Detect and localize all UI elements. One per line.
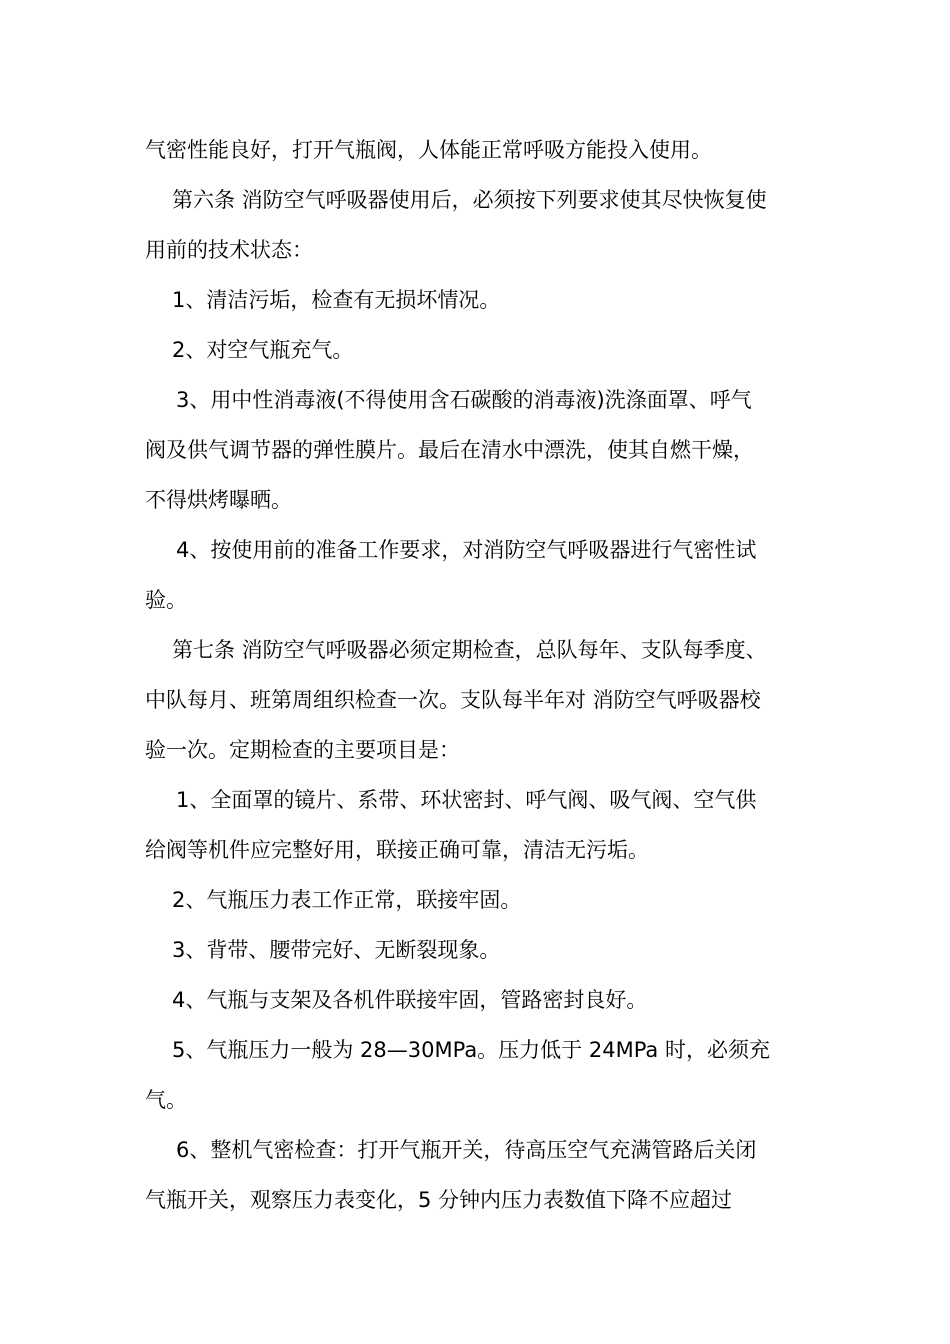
text-line: 5、气瓶压力一般为 28—30MPa。压力低于 24MPa 时，必须充: [172, 1038, 770, 1062]
text-line: 气。: [145, 1088, 187, 1112]
text-line: 中队每月、班第周组织检查一次。支队每半年对 消防空气呼吸器校: [145, 688, 761, 712]
text-line: 2、对空气瓶充气。: [172, 338, 354, 362]
text-line: 4、气瓶与支架及各机件联接牢固，管路密封良好。: [172, 988, 648, 1012]
text-line: 3、背带、腰带完好、无断裂现象。: [172, 938, 501, 962]
text-line: 用前的技术状态：: [145, 238, 313, 262]
text-line: 气密性能良好，打开气瓶阀，人体能正常呼吸方能投入使用。: [145, 138, 712, 162]
text-line: 不得烘烤曝晒。: [145, 488, 292, 512]
text-line: 给阀等机件应完整好用，联接正确可靠，清洁无污垢。: [145, 838, 649, 862]
text-line: 6、整机气密检查：打开气瓶开关，待高压空气充满管路后关闭: [176, 1138, 757, 1162]
text-line: 验一次。定期检查的主要项目是：: [145, 738, 460, 762]
text-line: 气瓶开关，观察压力表变化，5 分钟内压力表数值下降不应超过: [145, 1188, 733, 1212]
text-line: 阀及供气调节器的弹性膜片。最后在清水中漂洗，使其自燃干燥，: [145, 438, 754, 462]
text-line: 验。: [145, 588, 187, 612]
text-line: 第七条 消防空气呼吸器必须定期检查，总队每年、支队每季度、: [172, 638, 767, 662]
text-line: 1、清洁污垢，检查有无损坏情况。: [172, 288, 501, 312]
text-line: 4、按使用前的准备工作要求，对消防空气呼吸器进行气密性试: [176, 538, 757, 562]
text-line: 1、全面罩的镜片、系带、环状密封、呼气阀、吸气阀、空气供: [176, 788, 757, 812]
text-line: 第六条 消防空气呼吸器使用后，必须按下列要求使其尽快恢复使: [172, 188, 767, 212]
text-line: 3、用中性消毒液(不得使用含石碳酸的消毒液)洗涤面罩、呼气: [176, 388, 752, 412]
text-line: 2、气瓶压力表工作正常，联接牢固。: [172, 888, 522, 912]
